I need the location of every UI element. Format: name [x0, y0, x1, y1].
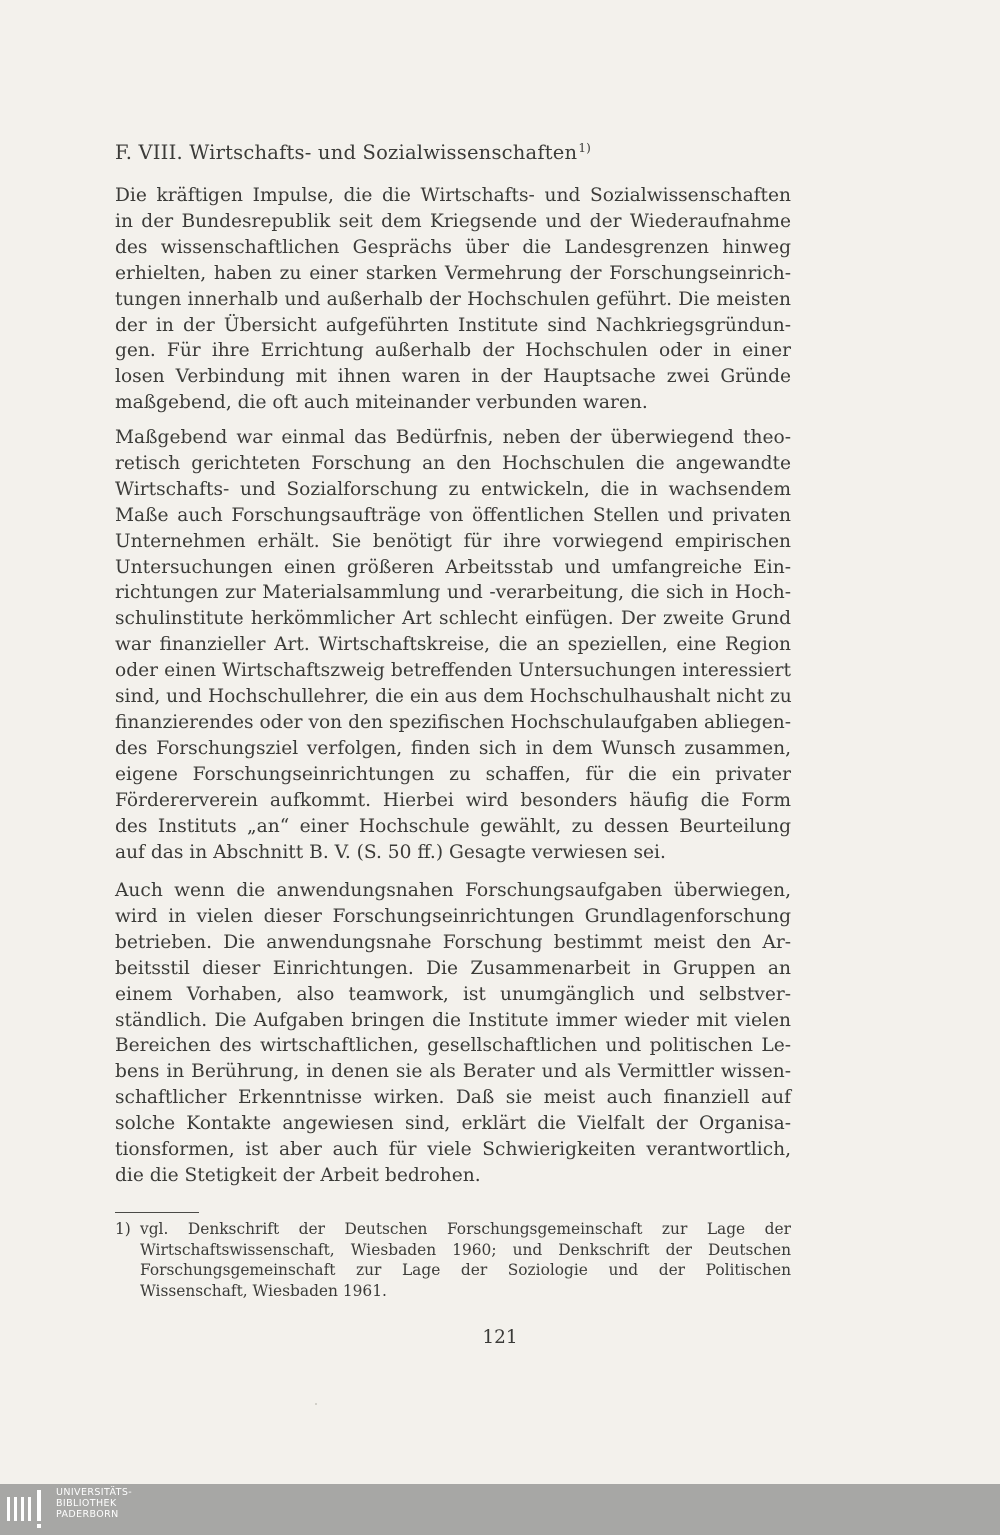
text-line: die die Stetigkeit der Arbeit bedrohen.: [115, 1164, 481, 1186]
text-line: betrieben. Die anwendungsnahe Forschung bestimmt meist den Ar-: [115, 931, 791, 953]
footnote-marker: 1): [115, 1220, 131, 1238]
text-line: Maße auch Forschungsaufträge von öffentlichen Stellen und privaten: [115, 504, 791, 526]
text-line: retisch gerichteten Forschung an den Hochschulen die angewandte: [115, 452, 791, 474]
text-line: richtungen zur Materialsammlung und -verarbeitung, die sich in Hoch-: [115, 582, 791, 604]
text-line: bens in Berührung, in denen sie als Berater und als Vermittler wissen-: [115, 1061, 791, 1083]
text-line: Unternehmen erhält. Sie benötigt für ihre vorwiegend empirischen: [115, 530, 791, 552]
footnote-line: Wissenschaft, Wiesbaden 1961.: [140, 1281, 387, 1300]
text-line: Wirtschafts- und Sozialforschung zu entwickeln, die in wachsendem: [115, 478, 791, 500]
text-line: Fördererverein aufkommt. Hierbei wird besonders häufig die Form: [115, 789, 791, 811]
footnote-line: vgl. Denkschrift der Deutschen Forschungsgemeinschaft zur Lage der: [140, 1220, 791, 1238]
text-line: sind, und Hochschullehrer, die ein aus dem Hochschulhaushalt nicht zu: [115, 686, 792, 708]
text-line: maßgebend, die oft auch miteinander verbunden waren.: [115, 392, 648, 414]
text-line: einem Vorhaben, also teamwork, ist unumgänglich und selbstver-: [115, 983, 791, 1005]
page-number: 121: [482, 1327, 518, 1348]
text-line: auf das in Abschnitt B. V. (S. 50 ff.) Gesagte verwiesen sei.: [115, 841, 666, 863]
text-line: oder einen Wirtschaftszweig betreffenden Untersuchungen interessiert: [115, 660, 791, 682]
footnote-line: Wirtschaftswissenschaft, Wiesbaden 1960; und Denkschrift der Deutschen: [140, 1240, 791, 1259]
text-line: Auch wenn die anwendungsnahen Forschungsaufgaben überwiegen,: [115, 880, 791, 901]
library-name-line: PADERBORN: [56, 1509, 119, 1520]
text-line: wird in vielen dieser Forschungseinrichtungen Grundlagenforschung: [115, 905, 791, 927]
footnote-text: [140, 1219, 791, 1301]
text-line: tungen innerhalb und außerhalb der Hochschulen geführt. Die meisten: [115, 288, 791, 310]
library-name-line: BIBLIOTHEK: [56, 1498, 117, 1509]
text-line: der in der Übersicht aufgeführten Institute sind Nachkriegsgründun-: [115, 314, 791, 336]
library-name-line: UNIVERSITÄTS-: [56, 1487, 133, 1498]
text-line: finanzierendes oder von den spezifischen Hochschulaufgaben abliegen-: [115, 711, 791, 733]
paragraph-1: [115, 183, 791, 416]
text-line: schaftlicher Erkenntnisse wirken. Daß sie meist auch finanziell auf: [115, 1087, 791, 1109]
text-line: eigene Forschungseinrichtungen zu schaffen, für die ein privater: [115, 763, 791, 785]
text-line: Untersuchungen einen größeren Arbeitsstab und umfangreiche Ein-: [115, 556, 791, 578]
text-line: tionsformen, ist aber auch für viele Schwierigkeiten verantwortlich,: [115, 1139, 791, 1161]
text-line: des wissenschaftlichen Gesprächs über die Landesgrenzen hinweg: [115, 236, 791, 258]
text-line: ständlich. Die Aufgaben bringen die Institute immer wieder mit vielen: [115, 1009, 791, 1031]
text-line: des Forschungsziel verfolgen, finden sich in dem Wunsch zusammen,: [115, 737, 791, 759]
text-line: Maßgebend war einmal das Bedürfnis, neben der überwiegend theo-: [115, 427, 791, 448]
text-line: des Instituts „an“ einer Hochschule gewählt, zu dessen Beurteilung: [115, 815, 791, 837]
text-line: Die kräftigen Impulse, die die Wirtschafts- und Sozialwissenschaften: [115, 185, 791, 206]
text-line: erhielten, haben zu einer starken Vermehrung der Forschungseinrich-: [115, 262, 791, 284]
paragraph-2: [115, 425, 791, 865]
paper-speck: [315, 1403, 317, 1405]
library-logo-icon: [4, 1486, 52, 1533]
section-heading: [115, 141, 591, 164]
library-footer: [0, 1484, 1000, 1535]
text-line: in der Bundesrepublik seit dem Kriegsende und der Wiederaufnahme: [115, 210, 791, 232]
library-name: [56, 1487, 132, 1520]
text-line: solche Kontakte angewiesen sind, erklärt die Vielfalt der Organisa-: [115, 1113, 791, 1135]
section-heading-text: F. VIII. Wirtschafts- und Sozialwissenschaften: [115, 141, 578, 164]
text-line: war finanzieller Art. Wirtschaftskreise, die an speziellen, eine Region: [115, 634, 791, 656]
text-line: schulinstitute herkömmlicher Art schlecht einfügen. Der zweite Grund: [115, 608, 791, 630]
footnote-reference: 1): [578, 141, 592, 155]
text-line: gen. Für ihre Errichtung außerhalb der Hochschulen oder in einer: [115, 340, 791, 362]
paragraph-3: [115, 878, 791, 1189]
footnote-line: Forschungsgemeinschaft zur Lage der Soziologie und der Politischen: [140, 1261, 791, 1279]
footnote-divider: [115, 1212, 199, 1213]
text-line: losen Verbindung mit ihnen waren in der Hauptsache zwei Gründe: [115, 366, 791, 388]
text-line: Bereichen des wirtschaftlichen, gesellschaftlichen und politischen Le-: [115, 1035, 791, 1057]
text-line: beitsstil dieser Einrichtungen. Die Zusammenarbeit in Gruppen an: [115, 957, 791, 979]
